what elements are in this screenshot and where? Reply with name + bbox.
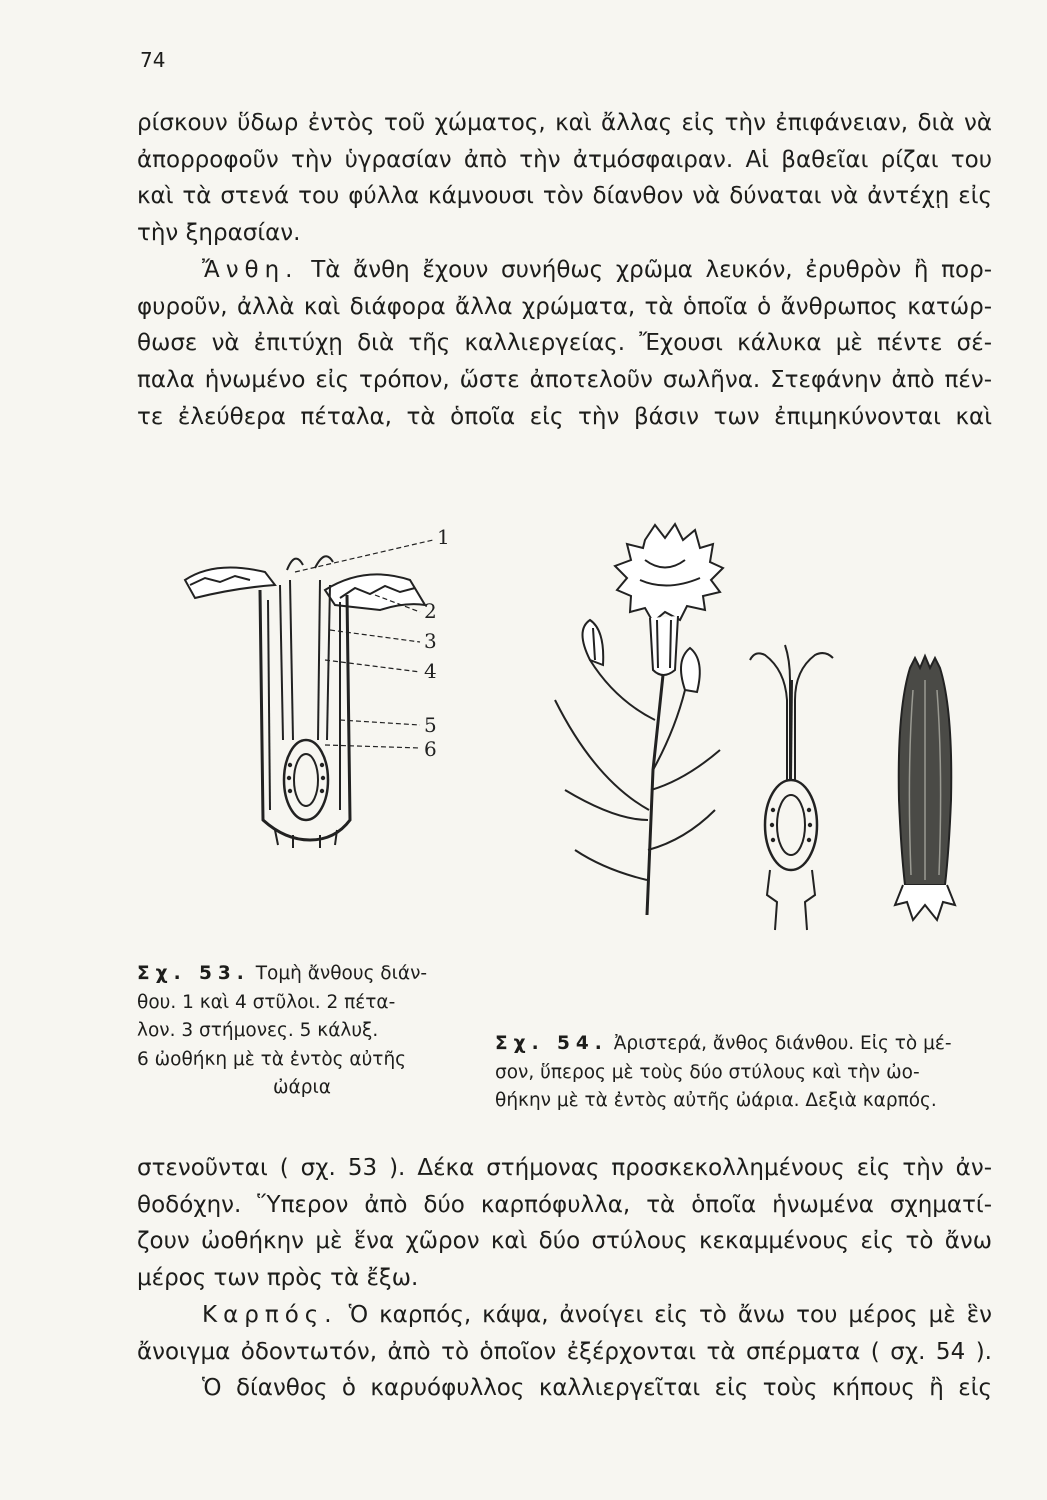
text-line: καὶ τὰ στενά του φύλλα κάμνουσι τὸν δίανθον νὰ δύναται νὰ ἀντέχῃ εἰς [137, 183, 992, 210]
figure-label-1: 1 [437, 525, 450, 549]
figure-54-caption [495, 1030, 990, 1116]
caption-text: Τομὴ ἄνθους διάν- [255, 963, 428, 984]
caption-line [495, 1033, 952, 1054]
caption-line: σον, ὕπερος μὲ τοὺς δύο στύλους καὶ τὴν ὠο- [495, 1061, 920, 1083]
text-line: ζουν ὠοθήκην μὲ ἕνα χῶρον καὶ δύο στύλους κεκαμμένους εἰς τὸ ἄνω [137, 1228, 992, 1255]
text-line: τε ἐλεύθερα πέταλα, τὰ ὁποῖα εἰς τὴν βάσιν των ἐπιμηκύνονται καὶ [137, 403, 992, 430]
figure-label-5: 5 [424, 713, 437, 737]
figure-label-2: 2 [424, 599, 437, 623]
text-span: Τὰ ἄνθη ἔχουν συνήθως χρῶμα λευκόν, ἐρυθρὸν ἢ πορ- [311, 256, 992, 283]
caption-line: λον. 3 στήμονες. 5 κάλυξ. [137, 1020, 379, 1041]
caption-line: θήκην μὲ τὰ ἐντὸς αὐτῆς ὠάρια. Δεξιὰ καρπός. [495, 1090, 937, 1111]
figure-54-fruit-capsule [885, 650, 965, 930]
figure-label-6: 6 [424, 737, 437, 761]
caption-line: 6 ὠοθήκη μὲ τὰ ἐντὸς αὐτῆς [137, 1048, 407, 1070]
text-line: Ὁ δίανθος ὁ καρυόφυλλος καλλιεργεῖται εἰς τοὺς κήπους ἢ εἰς [202, 1375, 992, 1402]
figure-53-flower-section [175, 510, 465, 850]
text-span: Ὁ καρπός, κάψα, ἀνοίγει εἰς τὸ ἄνω του μέρος μὲ ἓν [348, 1301, 992, 1328]
section-heading-anthi: Ἄνθη. [202, 256, 299, 283]
figure-label-3: 3 [424, 629, 437, 653]
text-line: ἀπορροφοῦν τὴν ὑγρασίαν ἀπὸ τὴν ἀτμόσφαιραν. Αἱ βαθεῖαι ρίζαι του [137, 146, 992, 173]
caption-line: ὠάρια [273, 1077, 331, 1098]
caption-line [137, 963, 427, 984]
text-line: ἄνοιγμα ὀδοντωτόν, ἀπὸ τὸ ὁποῖον ἐξέρχονται τὰ σπέρματα ( σχ. 54 ). [137, 1338, 992, 1365]
page-number: 74 [140, 48, 166, 72]
caption-line: θου. 1 καὶ 4 στῦλοι. 2 πέτα- [137, 991, 396, 1013]
section-heading-karpos: Καρπός. [202, 1301, 338, 1328]
caption-label: Σχ. 53. [137, 963, 250, 984]
text-line: μέρος των πρὸς τὰ ἔξω. [137, 1265, 419, 1292]
text-line [137, 252, 992, 289]
text-line [137, 1297, 992, 1334]
text-line: τὴν ξηρασίαν. [137, 220, 301, 247]
figure-label-4: 4 [424, 659, 437, 683]
text-line: φυροῦν, ἀλλὰ καὶ διάφορα ἄλλα χρώματα, τὰ ὁποῖα ὁ ἄνθρωπος κατώρ- [137, 293, 992, 320]
figure-54-pistil [745, 640, 845, 940]
caption-text: Ἀριστερά, ἄνθος διάνθου. Εἰς τὸ μέ- [613, 1033, 952, 1054]
text-line: παλα ἡνωμένο εἰς τρόπον, ὥστε ἀποτελοῦν σωλῆνα. Στεφάνην ἀπὸ πέν- [137, 366, 992, 393]
text-line: θωσε νὰ ἐπιτύχῃ διὰ τῆς καλλιεργείας. Ἔχουσι κάλυκα μὲ πέντε σέ- [137, 330, 992, 357]
text-line: θοδόχην. Ὕπερον ἀπὸ δύο καρπόφυλλα, τὰ ὁποῖα ἡνωμένα σχηματί- [137, 1191, 992, 1218]
text-line: στενοῦνται ( σχ. 53 ). Δέκα στήμονας προσκεκολλημένους εἰς τὴν ἀν- [137, 1155, 992, 1181]
text-line: ρίσκουν ὕδωρ ἐντὸς τοῦ χώματος, καὶ ἄλλας εἰς τὴν ἐπιφάνειαν, διὰ νὰ [137, 110, 992, 136]
figure-53-caption [137, 960, 467, 1103]
paragraph-flower-intro [137, 105, 992, 435]
paragraph-pistil-fruit [137, 1150, 992, 1407]
figure-54-flower-illustration [535, 520, 735, 920]
caption-label: Σχ. 54. [495, 1033, 608, 1054]
